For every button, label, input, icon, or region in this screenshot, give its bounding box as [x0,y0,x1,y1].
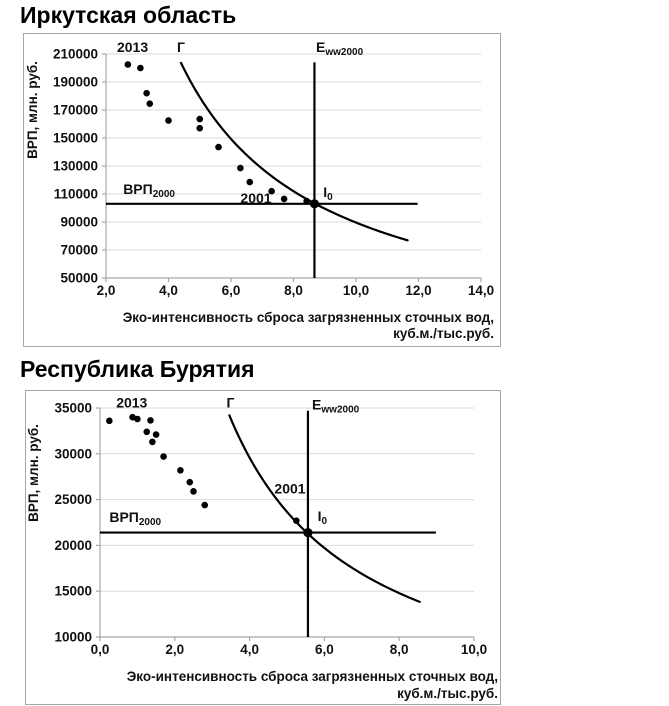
data-point [147,417,154,424]
data-point [143,429,150,436]
x-tick-label: 4,0 [240,642,259,657]
annotation: Г [226,394,235,411]
data-point [165,117,172,124]
data-point [137,65,144,72]
intersection-point [303,528,312,537]
y-tick-label: 170000 [52,102,98,118]
y-tick-label: 10000 [54,629,92,645]
chart-title-respublika-buryatiya: Республика Бурятия [20,356,255,382]
data-point [237,165,244,172]
chart-canvas-irkutsk [24,34,500,346]
data-point [196,125,203,132]
annotation: 2001 [274,480,306,497]
hyperbola-curve [229,415,419,601]
annotation: $ВРП_{2000}$ [109,509,162,529]
annotation: 2013 [116,394,148,411]
annotation: 2001 [240,190,272,207]
y-tick-label: 90000 [60,214,98,230]
data-point [215,144,222,151]
x-axis-title-line1: Эко-интенсивность сброса загрязненных сточных вод, [126,669,498,684]
x-tick-label: 6,0 [221,283,241,298]
data-point [303,198,310,205]
data-point [246,179,253,186]
y-tick-label: 35000 [54,400,92,416]
data-point [134,416,141,423]
data-point [190,488,197,495]
data-point [160,453,167,460]
x-tick-label: 6,0 [315,642,334,657]
y-tick-label: 110000 [53,186,98,202]
hyperbola-curve [181,63,408,240]
data-point [293,517,300,524]
data-point [106,418,113,425]
y-tick-label: 25000 [54,492,92,508]
y-tick-label: 150000 [52,130,98,146]
y-tick-label: 210000 [52,46,98,62]
data-point [146,100,153,107]
x-axis-title-line2: куб.м./тыс.руб. [397,686,498,701]
x-tick-label: 10,0 [342,283,370,298]
annotation: $E_{ww2000}$ [312,396,360,416]
chart-irkutsk-oblast [23,33,501,347]
annotation: $ВРП_{2000}$ [123,181,175,201]
y-tick-label: 130000 [52,158,98,174]
x-tick-label: 8,0 [389,642,409,657]
x-axis-title-line2: куб.м./тыс.руб. [393,326,494,341]
data-point [153,431,160,438]
y-axis-title: ВРП, млн. руб. [26,424,41,522]
x-tick-label: 12,0 [405,283,432,298]
y-axis-title: ВРП, млн. руб. [25,61,40,159]
y-tick-label: 70000 [60,242,98,258]
y-tick-label: 50000 [60,270,98,286]
chart-canvas-buryatiya [26,391,500,704]
x-tick-label: 8,0 [284,283,303,298]
chart-respublika-buryatiya [25,390,501,705]
x-tick-label: 4,0 [159,283,178,298]
x-tick-label: 2,0 [96,283,116,298]
x-axis-title-line1: Эко-интенсивность сброса загрязненных сточных вод, [122,310,494,325]
data-point [143,90,150,97]
y-tick-label: 190000 [52,74,98,90]
data-point [125,61,132,68]
y-tick-label: 15000 [54,583,92,599]
x-tick-label: 14,0 [467,283,495,298]
intersection-point [310,199,319,208]
chart-title-irkutsk-oblast: Иркутская область [20,2,237,28]
annotation: 2013 [116,39,149,55]
data-point [201,502,208,509]
data-point [196,116,203,123]
data-point [186,479,193,486]
x-tick-label: 0,0 [90,642,110,657]
annotation: Г [177,39,185,55]
y-tick-label: 30000 [54,446,92,462]
annotation: $I_0$ [323,183,333,203]
data-point [177,467,184,474]
annotation: $E_{ww2000}$ [316,39,364,58]
y-tick-label: 20000 [54,537,92,553]
data-point [281,196,288,203]
data-point [149,439,156,446]
x-tick-label: 10,0 [460,642,488,657]
x-tick-label: 2,0 [165,642,185,657]
annotation: $I_0$ [317,508,328,528]
